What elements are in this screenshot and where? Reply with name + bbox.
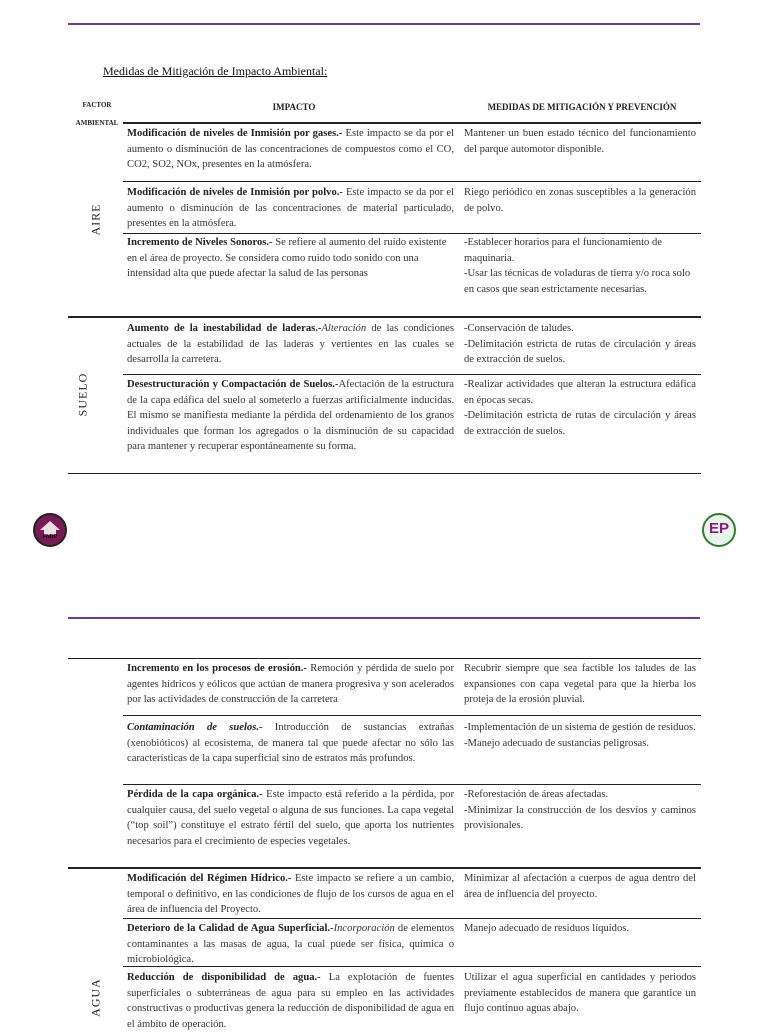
page-top-rule — [68, 23, 700, 25]
header-factor-line1: FACTOR — [82, 101, 112, 109]
measure-text: -Conservación de taludes. — [464, 323, 574, 334]
factor-aire: AIRE — [88, 203, 103, 236]
header-impacto: IMPACTO — [272, 102, 316, 112]
header-factor — [72, 96, 122, 132]
measure-cell — [464, 787, 696, 834]
row-divider — [123, 784, 701, 785]
impact-desc: de elementos contaminantes a las masas de agua, la cual puede ser física, química o microbiológica. — [127, 923, 454, 965]
impact-desc: Este impacto se refiere a un cambio, temporal o definitivo, en las condiciones de flujo de los cursos de agua en el área de influencia del Proyecto. — [127, 873, 454, 915]
measure-cell — [464, 720, 696, 751]
impact-title: Aumento de la inestabilidad de laderas.- — [127, 323, 322, 334]
impact-cell — [127, 321, 454, 368]
fndr-logo — [33, 513, 67, 547]
row-divider — [123, 715, 701, 716]
impact-title: Modificación de niveles de Inmisión por gases.- — [127, 128, 343, 139]
impact-cell — [127, 720, 454, 767]
measure-text: Recubrir siempre que sea factible los taludes de las expansiones con capa vegetal para que la hierba los proteja de la erosión pluvial. — [464, 663, 696, 705]
ep-seal-logo-text: EP — [708, 520, 729, 537]
table-header-border — [123, 122, 701, 124]
header-factor-line2: AMBIENTAL — [75, 119, 119, 127]
impact-cell — [127, 921, 454, 968]
table-top-border — [68, 658, 701, 659]
impact-cell — [127, 787, 454, 849]
impact-desc: Se refiere al aumento del ruido existente en el área de proyecto. Se considera como ruido todo sonido con una intensidad alta que puede afectar la salud de las personas — [127, 237, 447, 279]
measure-text: Mantener un buen estado técnico del funcionamiento del parque automotor disponible. — [464, 128, 696, 155]
row-divider — [123, 918, 701, 919]
row-divider — [123, 233, 701, 234]
measure-text: -Usar las técnicas de voladuras de tierra y/o roca solo en casos que sean estrictamente necesarias. — [464, 268, 691, 295]
document-title: Medidas de Mitigación de Impacto Ambiental: — [103, 64, 328, 78]
impact-italic: Incorporación — [333, 923, 395, 934]
measure-text: -Delimitación estricta de rutas de circulación y áreas de extracción de suelos. — [464, 410, 696, 437]
measure-cell — [464, 921, 696, 937]
impact-title: Modificación de niveles de Inmisión por polvo.- — [127, 187, 343, 198]
factor-suelo: SUELO — [75, 372, 90, 417]
section-border — [68, 867, 701, 869]
measure-text: -Establecer horarios para el funcionamiento de maquinaria. — [464, 237, 662, 264]
impact-cell — [127, 235, 454, 282]
measure-text: -Realizar actividades que alteran la estructura edáfica en épocas secas. — [464, 379, 696, 406]
impact-title: Desestructuración y Compactación de Suelos.- — [127, 379, 339, 390]
measure-cell — [464, 321, 696, 368]
measure-text: -Delimitación estricta de rutas de circulación y áreas de extracción de suelos. — [464, 338, 696, 365]
impact-cell — [127, 970, 454, 1032]
impact-cell — [127, 871, 454, 918]
measure-text: Manejo adecuado de residuos líquidos. — [464, 923, 630, 934]
measure-cell — [464, 970, 696, 1017]
section-border — [68, 316, 701, 318]
impact-desc: Este impacto se da por el aumento o disminución de las concentraciones de compuestos como el CO, CO2, SO2, NOx, presentes en la atmósfera. — [127, 128, 454, 170]
impact-desc: Este impacto se da por el aumento o disminución de las concentraciones de material particulado, presentes en la atmósfera. — [127, 187, 454, 229]
impact-title: Contaminación de suelos.- — [127, 722, 263, 733]
measure-cell — [464, 871, 696, 902]
row-divider — [123, 966, 701, 967]
ep-seal-logo — [702, 513, 736, 547]
impact-desc: Este impacto está referido a la pérdida, por cualquier causa, del suelo vegetal o alguna de sus funciones. La capa vegetal (“top soil”) constituye el estrato fértil del suelo, que aporta los nutrientes necesarios para el crecimiento de especies vegetales. — [127, 789, 454, 847]
impact-italic: Alteración — [321, 323, 367, 334]
header-medidas: MEDIDAS DE MITIGACIÓN Y PREVENCIÓN — [487, 102, 677, 112]
measure-text: Utilizar el agua superficial en cantidades y periodos previamente establecidos de manera que garantice un flujo continuo aguas abajo. — [464, 972, 696, 1014]
measure-cell — [464, 235, 696, 297]
impact-cell — [127, 126, 454, 173]
measure-cell — [464, 185, 696, 216]
measure-text: -Minimizar la construcción de los desvíos y caminos provisionales. — [464, 804, 696, 831]
measure-cell — [464, 661, 696, 708]
row-divider — [123, 181, 701, 182]
impact-title: Modificación del Régimen Hídrico.- — [127, 873, 292, 884]
impact-title: Incremento de Niveles Sonoros.- — [127, 237, 273, 248]
impact-desc: Remoción y pérdida de suelo por agentes hídricos y eólicos que actúan de manera progresiva y son acelerados por las actividades de construcción de la carretera — [127, 663, 454, 705]
impact-desc: Introducción de sustancias extrañas (xenobióticos) al ecosistema, de manera tal que puede afectar no sólo las características de la capa superficial sino de estratos más profundos. — [127, 722, 454, 764]
measure-text: Riego periódico en zonas susceptibles a la generación de polvo. — [464, 187, 696, 214]
impact-cell — [127, 661, 454, 708]
impact-desc: de las condiciones actuales de la estabilidad de las laderas y vertientes en las cuales se desarrolla la carretera. — [127, 323, 455, 365]
impact-title: Deterioro de la Calidad de Agua Superficial.- — [127, 923, 334, 934]
impact-desc: La explotación de fuentes superficiales o subterráneas de agua para su empleo en las actividades constructivas o productivas genera la reducción de disponibilidad de agua en el ámbito de operación. — [127, 972, 454, 1030]
impact-title: Incremento en los procesos de erosión.- — [127, 663, 307, 674]
impact-cell — [127, 377, 454, 455]
impact-title: Pérdida de la capa orgánica.- — [127, 789, 263, 800]
measure-text: -Manejo adecuado de sustancias peligrosas. — [464, 737, 650, 749]
row-divider — [123, 374, 701, 375]
fndr-logo-text: FNDR — [43, 534, 57, 540]
impact-title: Reducción de disponibilidad de agua.- — [127, 972, 321, 983]
measure-text: -Implementación de un sistema de gestión de residuos. — [464, 722, 696, 733]
page-top-rule — [68, 617, 700, 619]
measure-text: Minimizar al afectación a cuerpos de agua dentro del área de influencia del proyecto. — [464, 873, 696, 900]
measure-cell — [464, 377, 696, 439]
impact-desc: Afectación de la estructura de la capa edáfica del suelo al someterlo a fuerzas artificialmente inducidas. El mismo se manifiesta mediante la pérdida del ordenamiento de los granos individuales que forman los agregados o la disminución de su capacidad para mantener y recuperar espontáneamente su forma. — [127, 379, 454, 452]
factor-agua: AGUA — [88, 978, 103, 1017]
impact-cell — [127, 185, 454, 232]
section-border — [68, 473, 701, 474]
measure-cell — [464, 126, 696, 157]
measure-text: -Reforestación de áreas afectadas. — [464, 789, 609, 800]
